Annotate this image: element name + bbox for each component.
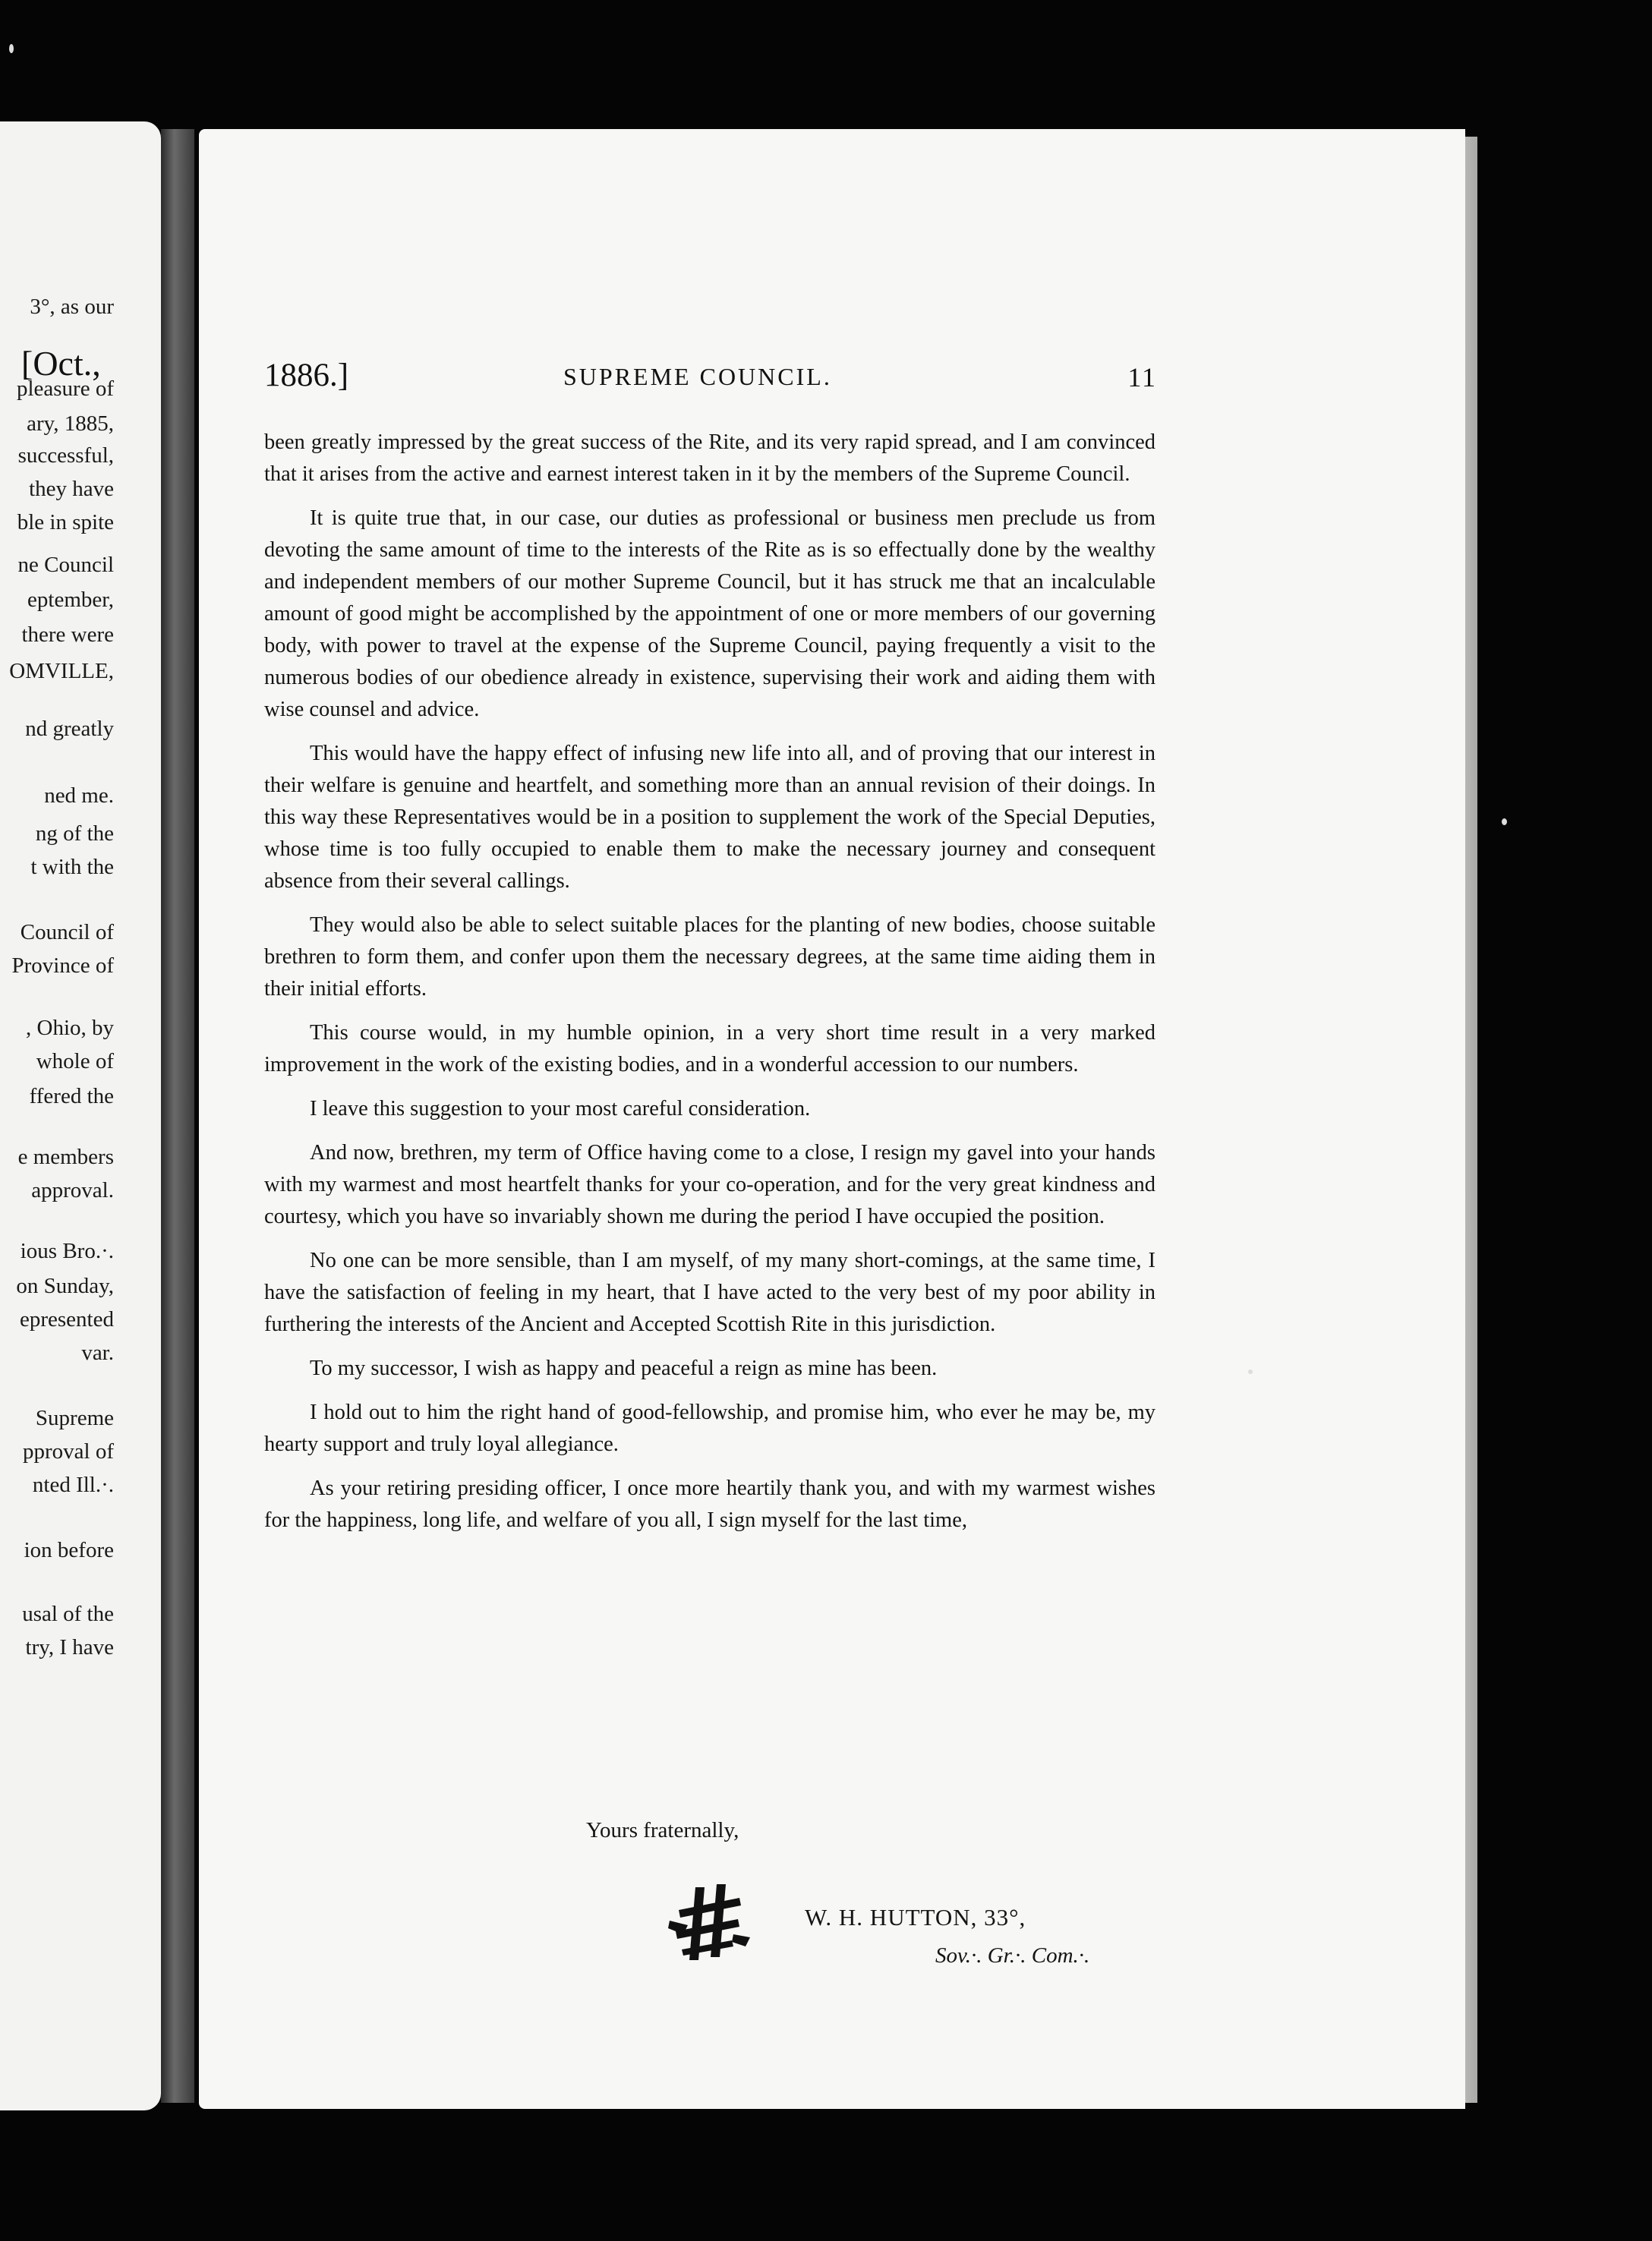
book-spine-gutter [161,129,194,2103]
left-page-line: pleasure of [16,377,114,401]
signature-name: W. H. HUTTON, 33°, [805,1904,1026,1931]
left-page-line: eptember, [27,588,114,612]
left-page-line: nd greatly [25,717,114,741]
left-page-line: ng of the [35,821,114,846]
left-page-line: ne Council [17,553,114,577]
left-page-line: ned me. [44,783,114,808]
left-page-header: [Oct., [21,344,101,383]
left-page-line: , Ohio, by [26,1016,114,1040]
left-page-line: ious Bro.·. [20,1239,114,1263]
dust-speck [9,44,14,53]
left-page-line: ion before [24,1538,114,1562]
left-facing-page [0,121,161,2110]
body-text [264,427,1155,1549]
left-page-line: OMVILLE, [9,659,114,683]
paragraph: They would also be able to select suitable places for the planting of new bodies, choose suitable brethren to form them, and confer upon them the necessary degrees, at the same time aiding them in their initial efforts. [264,913,1155,1001]
left-page-line: there were [21,622,114,647]
left-page-line: usal of the [22,1602,114,1626]
left-page-line: ary, 1885, [27,411,114,436]
left-page-line: successful, [17,443,114,468]
left-page-line: Province of [11,953,114,978]
left-page-line: ffered the [29,1084,114,1108]
paragraph: To my successor, I wish as happy and peaceful a reign as mine has been. [310,1357,938,1380]
left-page-line: approval. [31,1178,114,1202]
paragraph: I leave this suggestion to your most careful consideration. [310,1097,811,1120]
dust-speck [1502,818,1507,825]
left-page-line: nted Ill.·. [32,1473,114,1497]
paragraph: This course would, in my humble opinion, in a very short time result in a very marked improvement in the work of the existing bodies, and in a wonderful accession to our numbers. [264,1021,1155,1076]
paragraph: No one can be more sensible, than I am myself, of my many short-comings, at the same time, I have the satisfaction of feeling in my heart, that I have acted to the very best of my poor ability in furthering the interests of the Ancient and Accepted Scottish Rite in this jurisdiction. [264,1249,1155,1336]
left-page-line: 3°, as our [30,295,114,319]
paragraph: This would have the happy effect of infusing new life into all, and of proving that our interest in their welfare is genuine and heartfelt, and something more than an annual revision of their doings. In this way these Representatives would be in a position to supplement the work of the Special Deputies, whose time is too fully occupied to enable them to make the necessary journey and consequent absence from their several callings. [264,742,1155,893]
running-head-title: SUPREME COUNCIL. [563,363,832,390]
left-page-line: t with the [30,855,114,879]
running-head-year: 1886.] [264,358,349,393]
dust-speck [1248,1370,1253,1374]
left-page-line: epresented [20,1307,114,1332]
signature-mark-icon [665,1881,753,1965]
left-page-line: ble in spite [17,510,114,534]
left-page-line: they have [29,477,114,501]
paragraph: been greatly impressed by the great success of the Rite, and its very rapid spread, and I am convinced that it arises from the active and earnest interest taken in it by the members of the Supreme Council. [264,430,1155,486]
left-page-line: pproval of [23,1439,114,1464]
left-page-line: e members [17,1145,114,1169]
left-page-line: Supreme [35,1406,114,1430]
left-page-line: Council of [20,920,114,944]
paragraph: And now, brethren, my term of Office having come to a close, I resign my gavel into your hands with my warmest and most heartfelt thanks for your co-operation, and for the very great kindness and courtesy, which you have so invariably shown me during the period I have occupied the position. [264,1141,1155,1228]
paragraph: It is quite true that, in our case, our duties as professional or business men preclude us from devoting the same amount of time to the interests of the Rite as is so effectually done by the wealthy and independent members of our mother Supreme Council, but it has struck me that an incalculable amount of good might be accomplished by the appointment of one or more members of our governing body, with power to travel at the expense of the Supreme Council, paying frequently a visit to the numerous bodies of our obedience already in existence, supervising their work and aiding them with wise counsel and advice. [264,506,1155,721]
closing-salutation: Yours fraternally, [586,1818,739,1842]
left-page-line: whole of [36,1049,114,1073]
left-page-line: on Sunday, [16,1274,114,1298]
paragraph: I hold out to him the right hand of good-fellowship, and promise him, who ever he may be, my hearty support and truly loyal allegiance. [264,1401,1155,1456]
paragraph: As your retiring presiding officer, I once more heartily thank you, and with my warmest wishes for the happiness, long life, and welfare of you all, I sign myself for the last time, [264,1477,1155,1532]
left-page-line: try, I have [25,1635,114,1659]
page-number: 11 [1127,362,1157,392]
signature-title: Sov.·. Gr.·. Com.·. [935,1943,1090,1968]
running-head [264,357,1157,402]
left-page-line: var. [81,1341,114,1365]
